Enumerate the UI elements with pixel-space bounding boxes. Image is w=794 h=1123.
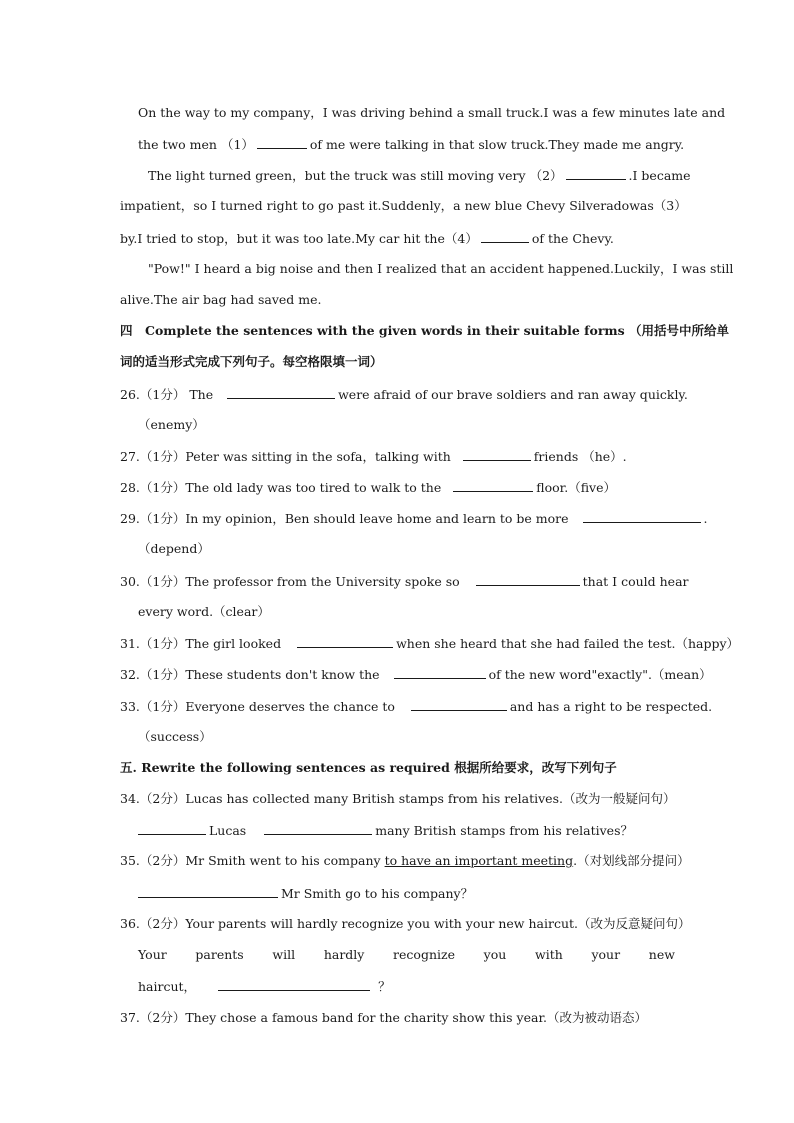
passage-text: （3） (653, 198, 687, 213)
answer-blank-27[interactable] (463, 448, 531, 461)
question-32 (120, 666, 712, 683)
passage-text: alive.The air bag had saved me. (120, 292, 322, 307)
answer-blank-26[interactable] (227, 386, 335, 399)
answer-word: with (535, 947, 563, 962)
answer-blank-34a[interactable] (138, 822, 206, 835)
question-score: （1分） (139, 636, 186, 651)
question-31 (120, 635, 739, 652)
question-27 (120, 448, 627, 465)
answer-text: many British stamps from his relatives？ (375, 823, 633, 838)
question-text: Peter was sitting in the sofa，talking with (185, 449, 451, 464)
answer-text: Lucas (209, 823, 247, 838)
question-text: that I could hear (582, 574, 689, 589)
answer-blank-33[interactable] (411, 698, 507, 711)
question-number: 37. (120, 1010, 140, 1025)
question-text: The old lady was too tired to walk to the (185, 480, 442, 495)
passage-text: .I became (628, 168, 691, 183)
question-score: （1分） (139, 574, 186, 589)
question-text: Lucas has collected many British stamps from his relatives.（改为一般疑问句） (185, 791, 676, 806)
underlined-phrase: to have an important meeting (384, 853, 574, 868)
question-35-answer (138, 885, 473, 902)
question-number: 33. (120, 699, 140, 714)
passage-text: impatient， (120, 198, 194, 213)
question-29 (120, 510, 708, 527)
passage-text: so I turned right to go past it.Suddenly， (193, 198, 454, 213)
question-number: 28. (120, 480, 140, 495)
question-number: 31. (120, 636, 140, 651)
question-number: 27. (120, 449, 140, 464)
question-hint: （success） (138, 729, 212, 744)
question-26-hint (138, 417, 205, 433)
answer-word: parents (195, 947, 244, 962)
question-text: friends （he）. (533, 449, 627, 464)
question-text: They chose a famous band for the charity show this year.（改为被动语态） (185, 1010, 648, 1025)
passage-line-5 (120, 230, 614, 247)
passage-line-7 (120, 292, 321, 308)
question-score: （2分） (139, 853, 186, 868)
question-hint: （enemy） (138, 417, 205, 432)
question-text: Your parents will hardly recognize you with your new haircut.（改为反意疑问句） (185, 916, 691, 931)
question-37 (120, 1010, 647, 1026)
passage-text: The light turned green，but the truck was still moving very （2） (148, 168, 563, 183)
passage-text: was (629, 198, 654, 213)
question-score: （1分） (139, 511, 186, 526)
question-text: In my opinion，Ben should leave home and learn to be more (185, 511, 569, 526)
section-5-heading (120, 760, 617, 776)
question-29-hint (138, 541, 210, 557)
question-text: The (189, 387, 214, 402)
question-number: 35. (120, 853, 140, 868)
question-number: 36. (120, 916, 140, 931)
answer-word: your (591, 947, 621, 962)
answer-blank-2[interactable] (566, 167, 626, 180)
answer-word: you (483, 947, 507, 962)
answer-blank-34b[interactable] (264, 822, 372, 835)
section-heading-text: 词的适当形式完成下列句子。每空格限填一词） (120, 354, 383, 369)
question-number: 30. (120, 574, 140, 589)
question-score: （1分） (139, 387, 186, 402)
question-34-answer (138, 822, 633, 839)
answer-blank-31[interactable] (297, 635, 393, 648)
question-text: . (703, 511, 708, 526)
answer-blank-35[interactable] (138, 885, 278, 898)
question-30 (120, 573, 689, 590)
passage-text: "Pow!" I heard a big noise and then I realized that an accident happened.Luckily，I was still (148, 261, 734, 276)
passage-line-6 (148, 261, 733, 277)
question-28 (120, 479, 616, 496)
question-36 (120, 916, 691, 932)
question-35 (120, 853, 690, 869)
question-score: （1分） (139, 667, 186, 682)
question-number: 26. (120, 387, 140, 402)
answer-blank-36[interactable] (218, 978, 370, 991)
answer-word: new (648, 947, 675, 962)
question-text: of the new word"exactly".（mean） (488, 667, 712, 682)
answer-word: recognize (393, 947, 455, 962)
answer-blank-28[interactable] (453, 479, 533, 492)
question-text: and has a right to be respected. (509, 699, 713, 714)
passage-line-4 (120, 198, 687, 214)
question-number: 29. (120, 511, 140, 526)
question-score: （2分） (139, 1010, 186, 1025)
question-30-cont (138, 604, 270, 620)
question-score: （1分） (139, 480, 186, 495)
question-text: every word.（clear） (138, 604, 270, 619)
section-4-heading-cont (120, 354, 383, 370)
question-33-hint (138, 729, 212, 745)
answer-blank-32[interactable] (394, 666, 486, 679)
question-number: 34. (120, 791, 140, 806)
passage-line-3 (148, 167, 691, 184)
question-36-answer-line-1 (138, 947, 675, 963)
answer-word: Your (138, 947, 167, 962)
section-heading-text: 五. Rewrite the following sentences as required 根据所给要求，改写下列句子 (120, 760, 617, 775)
answer-blank-30[interactable] (476, 573, 580, 586)
answer-blank-4[interactable] (481, 230, 529, 243)
question-score: （1分） (139, 699, 186, 714)
answer-blank-1[interactable] (257, 136, 307, 149)
question-text: .（对划线部分提问） (573, 853, 690, 868)
passage-text: of me were talking in that slow truck.They made me angry. (309, 137, 685, 152)
question-score: （1分） (139, 449, 186, 464)
question-34 (120, 791, 675, 807)
passage-text: of the Chevy. (531, 231, 614, 246)
question-text: The girl looked (185, 636, 282, 651)
section-heading-text: 四 Complete the sentences with the given words in their suitable forms （用括号中所给单 (120, 323, 730, 338)
answer-text: haircut， (138, 979, 197, 994)
question-number: 32. (120, 667, 140, 682)
passage-text: the two men （1） (138, 137, 254, 152)
question-26 (120, 386, 688, 403)
passage-text: a new blue Chevy Silverado (453, 198, 630, 213)
passage-text: On the way to my company，I was driving behind a small truck.I was a few minutes late and (138, 105, 726, 120)
passage-line-2 (138, 136, 684, 153)
question-score: （2分） (139, 791, 186, 806)
answer-word: will (272, 947, 296, 962)
question-text: These students don't know the (185, 667, 380, 682)
question-text: Mr Smith went to his company (185, 853, 385, 868)
passage-line-1 (138, 105, 725, 121)
question-text: Everyone deserves the chance to (185, 699, 395, 714)
answer-text: Mr Smith go to his company？ (281, 886, 474, 901)
question-text: were afraid of our brave soldiers and ran away quickly. (338, 387, 688, 402)
question-text: when she heard that she had failed the test.（happy） (396, 636, 740, 651)
question-text: floor.（five） (536, 480, 617, 495)
passage-text: by.I tried to stop，but it was too late.My car hit the（4） (120, 231, 478, 246)
question-text: The professor from the University spoke so (185, 574, 460, 589)
question-score: （2分） (139, 916, 186, 931)
answer-word: hardly (323, 947, 365, 962)
question-33 (120, 698, 712, 715)
answer-text: ？ (378, 979, 391, 994)
section-4-heading (120, 323, 729, 339)
question-36-answer-line-2 (138, 978, 391, 995)
answer-blank-29[interactable] (583, 510, 701, 523)
question-hint: （depend） (138, 541, 210, 556)
